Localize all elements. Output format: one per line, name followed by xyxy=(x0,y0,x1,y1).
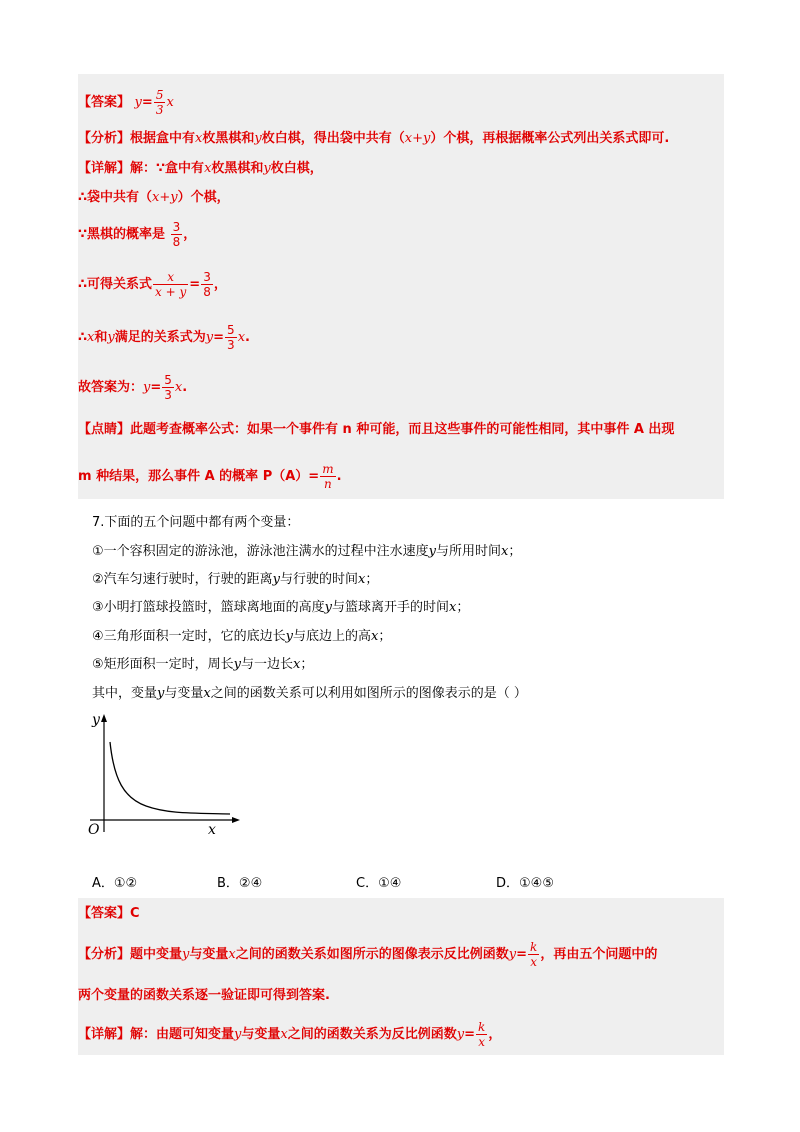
analysis-line-2: 【分析】题中变量y与变量x之间的函数关系如图所示的图像表示反比例函数y= $\frac{k}{x}$ ，再由五个问题中的 xyxy=(78,940,658,969)
question-item-2: ②汽车匀速行驶时，行驶的距离y与行驶的时间x； xyxy=(92,572,379,587)
x-axis-label: x xyxy=(208,822,216,838)
step-2: ∵黑棋的概率是 $\frac{3}{8}$ ， xyxy=(78,220,197,249)
hyperbola-curve xyxy=(110,742,230,814)
origin-label: O xyxy=(88,822,100,838)
step-1: ∴袋中共有（x+y）个棋， xyxy=(78,190,230,205)
question-stem: 7.下面的五个问题中都有两个变量： xyxy=(92,515,300,530)
fraction-m-n: $\frac{m}{n}$ xyxy=(322,462,334,491)
answer-tag-2: 【答案】 xyxy=(78,906,131,921)
fraction-3-8-b: $\frac{3}{8}$ xyxy=(203,270,211,299)
step-3: ∴可得关系式 $\frac{x}{x + y}$ = $\frac{3}{8}$ ， xyxy=(78,270,227,299)
option-c[interactable]: C．①④ xyxy=(356,876,402,891)
comment-line-2: m 种结果，那么事件 A 的概率 P（A）= $\frac{m}{n}$ . xyxy=(78,462,342,491)
comment-tag: 【点睛】 xyxy=(78,422,131,437)
option-a[interactable]: A．①② xyxy=(92,876,138,891)
inverse-function-graph xyxy=(84,710,244,840)
comment-line-1: 【点睛】此题考查概率公式：如果一个事件有 n 种可能，而且这些事件的可能性相同，其中事件 A 出现 xyxy=(78,422,675,437)
detail-line: 【详解】解：∵盒中有x枚黑棋和y枚白棋， xyxy=(78,161,323,176)
fraction-k-x-b: $\frac{k}{x}$ xyxy=(478,1020,486,1049)
question-item-5: ⑤矩形面积一定时，周长y与一边长x； xyxy=(92,657,314,672)
y-axis-arrow xyxy=(101,714,107,722)
detail-line-2: 【详解】解：由题可知变量y与变量x之间的函数关系为反比例函数y= $\frac{k}{x}$ ， xyxy=(78,1020,502,1049)
analysis-line: 【分析】根据盒中有x枚黑棋和y枚白棋，得出袋中共有（x+y）个棋，再根据概率公式列出关系式即可. xyxy=(78,131,670,146)
fraction-5-3-c: $\frac{5}{3}$ xyxy=(164,373,172,402)
final-answer: 故答案为：y= $\frac{5}{3}$ x. xyxy=(78,373,188,402)
question-item-3: ③小明打篮球投篮时，篮球离地面的高度y与篮球离开手的时间x； xyxy=(92,600,470,615)
detail-tag: 【详解】 xyxy=(78,161,131,176)
fraction-5-3-b: $\frac{5}{3}$ xyxy=(227,323,235,352)
answer-tag: 【答案】 xyxy=(78,95,131,110)
analysis-tag: 【分析】 xyxy=(78,131,131,146)
question-item-1: ①一个容积固定的游泳池，游泳池注满水的过程中注水速度y与所用时间x； xyxy=(92,544,522,559)
answer-line-2: 【答案】C xyxy=(78,906,140,921)
fraction-3-8: $\frac{3}{8}$ xyxy=(172,220,181,249)
analysis-line-2b: 两个变量的函数关系逐一验证即可得到答案. xyxy=(78,988,330,1003)
x-axis-arrow xyxy=(232,817,240,823)
y-axis-label: y xyxy=(92,712,100,728)
question-ask: 其中，变量y与变量x之间的函数关系可以利用如图所示的图像表示的是（ ） xyxy=(92,686,527,701)
answer-line: 【答案】 y= $\frac{5}{3}$ x xyxy=(78,88,174,117)
step-4: ∴x和y满足的关系式为y= $\frac{5}{3}$ x. xyxy=(78,323,250,352)
option-b[interactable]: B．②④ xyxy=(217,876,263,891)
option-d[interactable]: D．①④⑤ xyxy=(496,876,554,891)
question-item-4: ④三角形面积一定时，它的底边长y与底边上的高x； xyxy=(92,629,392,644)
analysis-tag-2: 【分析】 xyxy=(78,947,131,962)
fraction-5-3: $\frac{5}{3}$ xyxy=(155,88,164,117)
fraction-k-x: $\frac{k}{x}$ xyxy=(530,940,538,969)
fraction-x-over-x-plus-y: $\frac{x}{x + y}$ xyxy=(155,270,187,299)
detail-tag-2: 【详解】 xyxy=(78,1027,131,1042)
